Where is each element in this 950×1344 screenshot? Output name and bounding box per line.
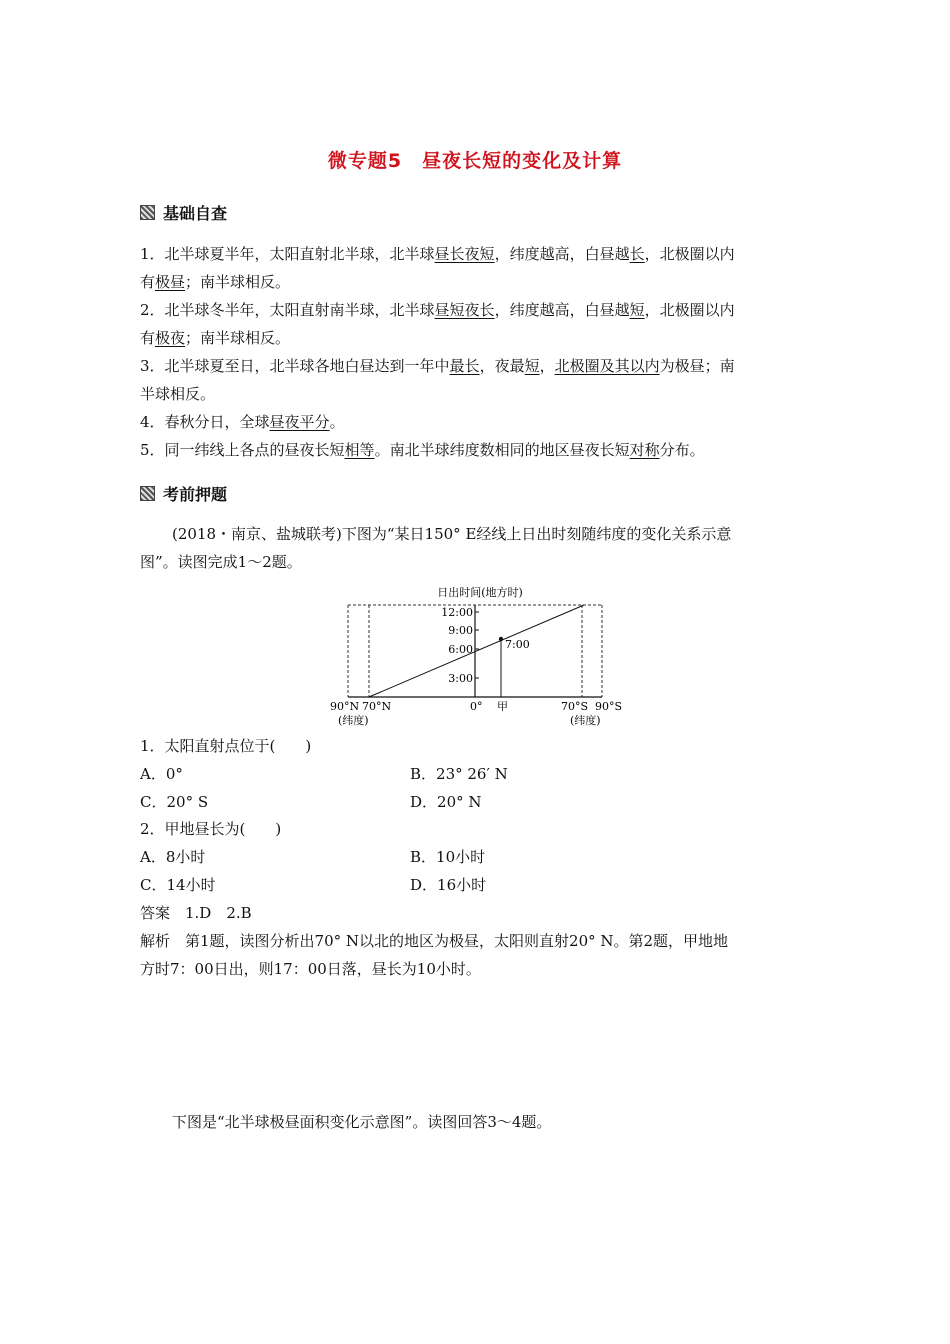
y-tick-label: 9:00 xyxy=(448,624,473,637)
q1-option-d: D．20° N xyxy=(410,793,482,811)
sunrise-chart xyxy=(320,580,640,730)
question-2: 2．甲地昼长为( ) xyxy=(140,820,282,838)
analysis-line-1: 解析 第1题，读图分析出70° N以北的地区为极昼，太阳则直射20° N。第2题，甲地地 xyxy=(140,932,729,950)
q2-option-b: B．10小时 xyxy=(410,848,486,866)
intro-line-2: 图”。读图完成1～2题。 xyxy=(140,553,302,571)
analysis-line-2: 方时7：00日出，则17：00日落，昼长为10小时。 xyxy=(140,960,481,978)
intro-line-1: (2018・南京、盐城联考)下图为“某日150° E经线上日出时刻随纬度的变化关系示意 xyxy=(172,525,732,543)
next-intro: 下图是“北半球极昼面积变化示意图”。读图回答3～4题。 xyxy=(172,1113,552,1131)
basics-item-3-cont: 半球相反。 xyxy=(140,385,216,403)
q1-option-b: B．23° 26′ N xyxy=(410,765,508,783)
y-tick-label: 6:00 xyxy=(448,643,473,656)
x-tick-label: 90°N xyxy=(330,700,360,713)
page-title: 微专题5 昼夜长短的变化及计算 xyxy=(327,150,623,172)
basics-item-4: 4．春秋分日，全球昼夜平分。 xyxy=(140,413,345,431)
sunrise-series-line xyxy=(369,605,584,697)
y-tick-label: 3:00 xyxy=(448,672,473,685)
q1-option-c: C．20° S xyxy=(140,793,209,811)
x-unit-left: (纬度) xyxy=(338,714,369,727)
x-tick-label: 90°S xyxy=(595,700,623,713)
x-unit-right: (纬度) xyxy=(570,714,601,727)
basics-item-1-cont: 有极昼；南半球相反。 xyxy=(140,273,291,291)
section-heading-label: 考前押题 xyxy=(163,485,228,504)
section-icon xyxy=(140,486,155,501)
q2-option-d: D．16小时 xyxy=(410,876,487,894)
point-label: 7:00 xyxy=(505,638,530,651)
basics-item-2-cont: 有极夜；南半球相反。 xyxy=(140,329,291,347)
x-tick-label: 70°N xyxy=(362,700,392,713)
section-heading-exam xyxy=(140,482,227,505)
jia-point xyxy=(499,637,503,641)
section-heading-basics xyxy=(140,201,227,224)
q2-option-c: C．14小时 xyxy=(140,876,216,894)
basics-item-3: 3．北半球夏至日，北半球各地白昼达到一年中最长，夜最短，北极圈及其以内为极昼；南 xyxy=(140,357,735,375)
x-tick-label: 0° xyxy=(470,700,483,713)
answer-line: 答案 1.D 2.B xyxy=(140,904,252,922)
chart-title: 日出时间(地方时) xyxy=(437,586,523,599)
basics-item-5: 5．同一纬线上各点的昼夜长短相等。南北半球纬度数相同的地区昼夜长短对称分布。 xyxy=(140,441,705,459)
section-heading-label: 基础自查 xyxy=(163,204,228,223)
q1-option-a: A．0° xyxy=(140,765,183,783)
section-icon xyxy=(140,205,155,220)
x-tick-label: 70°S xyxy=(561,700,589,713)
q2-option-a: A．8小时 xyxy=(140,848,206,866)
basics-item-1: 1．北半球夏半年，太阳直射北半球，北半球昼长夜短，纬度越高，白昼越长，北极圈以内 xyxy=(140,245,735,263)
x-tick-label: 甲 xyxy=(497,700,508,713)
basics-item-2: 2．北半球冬半年，太阳直射南半球，北半球昼短夜长，纬度越高，白昼越短，北极圈以内 xyxy=(140,301,735,319)
question-1: 1．太阳直射点位于( ) xyxy=(140,737,312,755)
y-tick-label: 12:00 xyxy=(441,606,473,619)
